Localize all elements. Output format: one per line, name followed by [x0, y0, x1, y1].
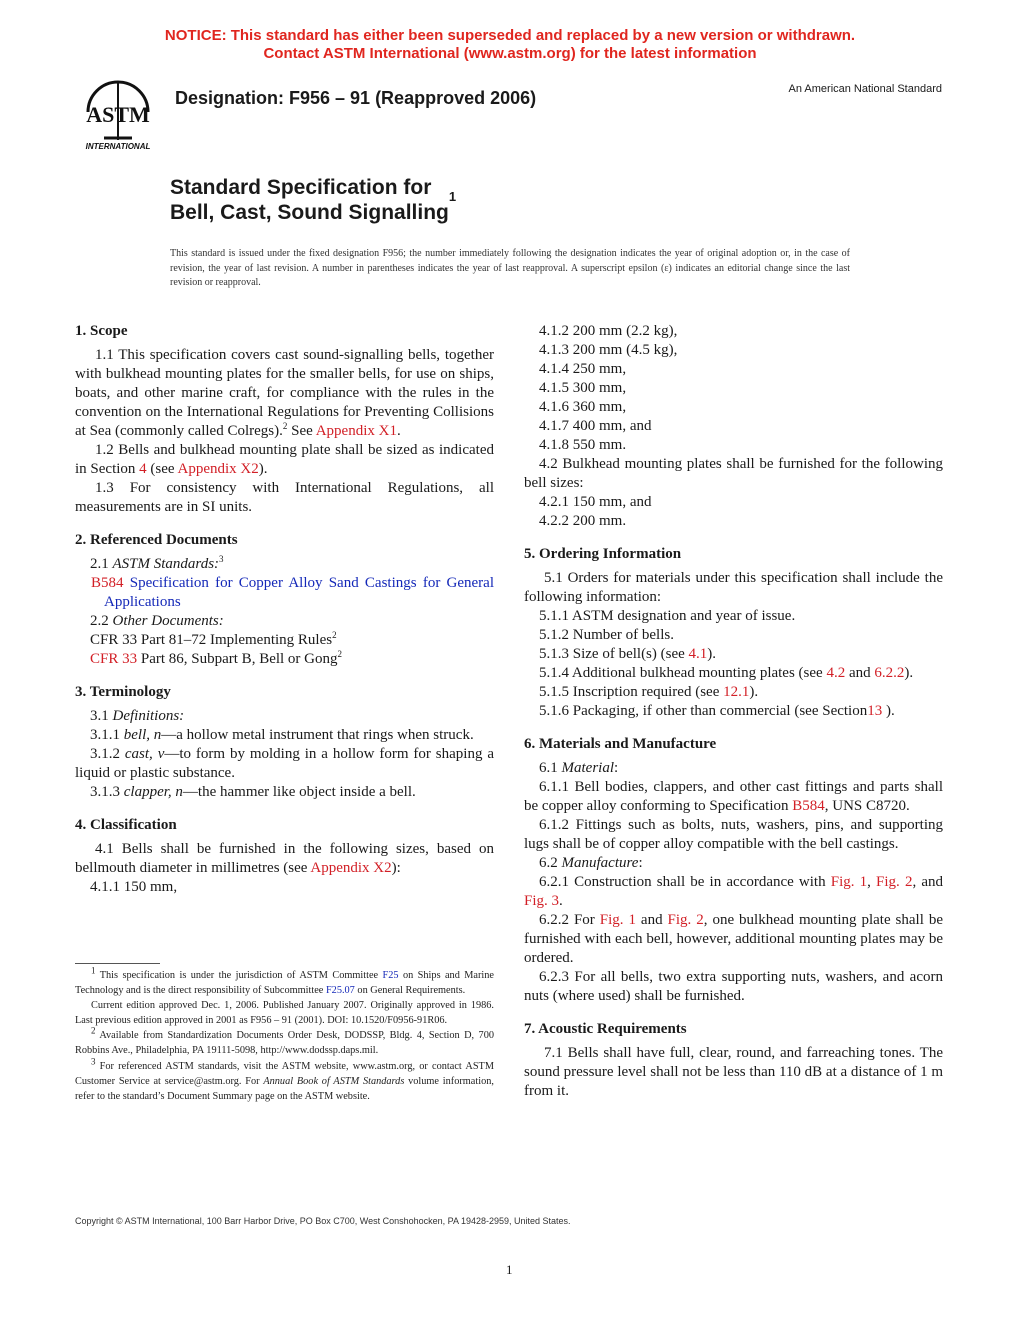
para-6-1-2: 6.1.2 Fittings such as bolts, nuts, washers, pins, and supporting lugs shall be of copper alloy compatible with the bell castings.: [524, 817, 943, 852]
link-fig-2[interactable]: Fig. 2: [876, 874, 913, 890]
link-cfr-33[interactable]: CFR 33: [90, 651, 138, 667]
supersede-notice: [0, 27, 1020, 63]
para-6-1: 6.1 Material:: [539, 760, 619, 776]
section-3-heading: 3. Terminology: [75, 684, 171, 700]
para-4-2: 4.2 Bulkhead mounting plates shall be furnished for the following bell sizes:: [524, 456, 943, 491]
item-5-1-1: 5.1.1 ASTM designation and year of issue.: [539, 608, 796, 624]
american-national-standard: An American National Standard: [788, 83, 942, 95]
link-fig-1[interactable]: Fig. 1: [830, 874, 868, 890]
item-4-1-7: 4.1.7 400 mm, and: [539, 418, 652, 434]
document-title: [170, 175, 456, 225]
footnote-2: $^2$ Available from Standardization Documents Order Desk, DODSSP, Bldg. 4, Section D, 700 Robbins Ave., Philadelphia, PA 19111-5098, http://www.dodssp.daps.mil.: [75, 1025, 494, 1057]
section-6-heading: 6. Materials and Manufacture: [524, 736, 717, 752]
title-footnote-marker: 1: [448, 189, 457, 204]
astm-logo: [74, 78, 162, 152]
title-line-1: Standard Specification for: [170, 176, 432, 199]
ref-cfr-33-part-81: CFR 33 Part 81–72 Implementing Rules$^2$: [90, 630, 337, 648]
para-6-2: 6.2 Manufacture:: [539, 855, 643, 871]
footnote-1: $^1$ This specification is under the jurisdiction of ASTM Committee F25 on Ships and Marine Technology and is the direct responsibility of Subcommittee F25.07 on General Requirements.: [75, 965, 495, 997]
item-4-1-1: 4.1.1 150 mm,: [90, 879, 178, 895]
link-appendix-x1[interactable]: Appendix X1: [315, 423, 397, 439]
title-line-2: Bell, Cast, Sound Signalling$^1$: [170, 189, 457, 224]
item-4-2-1: 4.2.1 150 mm, and: [539, 494, 652, 510]
section-2-heading: 2. Referenced Documents: [75, 532, 238, 548]
item-4-1-3: 4.1.3 200 mm (4.5 kg),: [539, 342, 678, 358]
item-4-1-4: 4.1.4 250 mm,: [539, 361, 627, 377]
right-column: [524, 322, 943, 1101]
link-appendix-x2[interactable]: Appendix X2: [310, 860, 392, 876]
page-number: 1: [506, 1262, 513, 1277]
issued-note: This standard is issued under the fixed designation F956; the number immediately following the designation indicates the year of original adoption or, in the case of revision, the year of last revision. A number in parentheses indicates the year of last reapproval. A superscript epsilon (ε) indicates an editorial change since the last revision or reapproval.: [170, 248, 850, 288]
para-4-1: 4.1 Bells shall be furnished in the following sizes, based on bellmouth diameter in millimetres (see Appendix X2):: [75, 841, 494, 876]
para-5-1: 5.1 Orders for materials under this specification shall include the following information:: [524, 570, 943, 605]
para-7-1: 7.1 Bells shall have full, clear, round, and farreaching tones. The sound pressure level shall not be less than 110 dB at a distance of 1 m from it.: [524, 1045, 943, 1099]
para-1-2: 1.2 Bells and bulkhead mounting plate shall be sized as indicated in Section 4 (see Appendix X2).: [75, 442, 494, 477]
copyright: Copyright © ASTM International, 100 Barr Harbor Drive, PO Box C700, West Conshohocken, PA 19428-2959, United States.: [75, 1216, 571, 1226]
term-clapper: 3.1.3 clapper, n—the hammer like object inside a bell.: [90, 784, 416, 800]
link-fig-2[interactable]: Fig. 2: [667, 912, 704, 928]
section-5-heading: 5. Ordering Information: [524, 546, 682, 562]
item-4-1-8: 4.1.8 550 mm.: [539, 437, 627, 453]
notice-line-2: Contact ASTM International (www.astm.org) for the latest information: [263, 45, 757, 62]
section-4-heading: 4. Classification: [75, 817, 177, 833]
link-fig-3[interactable]: Fig. 3: [524, 893, 560, 909]
item-5-1-6: 5.1.6 Packaging, if other than commercial (see Section13 ).: [539, 703, 895, 719]
item-4-1-5: 4.1.5 300 mm,: [539, 380, 627, 396]
link-4-2[interactable]: 4.2: [826, 665, 846, 681]
term-bell: 3.1.1 bell, n—a hollow metal instrument that rings when struck.: [90, 727, 474, 743]
para-2-2: 2.2 Other Documents:: [90, 613, 224, 629]
link-section-13[interactable]: 13: [867, 703, 883, 719]
item-5-1-2: 5.1.2 Number of bells.: [539, 627, 674, 643]
link-6-2-2[interactable]: 6.2.2: [874, 665, 905, 681]
link-4-1[interactable]: 4.1: [688, 646, 708, 662]
section-7-heading: 7. Acoustic Requirements: [524, 1021, 687, 1037]
term-cast: 3.1.2 cast, v—to form by molding in a hollow form for shaping a liquid or plastic substance.: [75, 746, 495, 781]
para-1-1: 1.1 This specification covers cast sound-signalling bells, together with bulkhead mounting plates for the smaller bells, for use on ships, boats, and other marine craft, for compliance with the rules in the convention on the International Regulations for Preventing Collisions at Sea (commonly called Colregs).$^2$ See Appendix X1.: [75, 347, 494, 439]
link-b584[interactable]: B584: [91, 575, 124, 591]
notice-line-1: NOTICE: This standard has either been superseded and replaced by a new version or withdrawn.: [164, 27, 856, 44]
link-appendix-x2[interactable]: Appendix X2: [177, 461, 259, 477]
ref-cfr-33-part-86: CFR 33 Part 86, Subpart B, Bell or Gong$^2$: [90, 649, 343, 667]
link-b584-title[interactable]: Specification for Copper Alloy Sand Castings for General Applications: [104, 575, 494, 610]
item-5-1-4: 5.1.4 Additional bulkhead mounting plates (see 4.2 and 6.2.2).: [539, 665, 914, 681]
designation: Designation: F956 – 91 (Reapproved 2006): [175, 88, 537, 108]
para-6-2-2: 6.2.2 For Fig. 1 and Fig. 2, one bulkhead mounting plate shall be furnished with each bell, however, additional mounting plates may be ordered.: [524, 912, 943, 966]
item-4-1-6: 4.1.6 360 mm,: [539, 399, 627, 415]
para-3-1: 3.1 Definitions:: [90, 708, 185, 724]
link-f25-07[interactable]: F25.07: [325, 985, 355, 997]
item-5-1-5: 5.1.5 Inscription required (see 12.1).: [539, 684, 759, 700]
para-2-1: 2.1 ASTM Standards:$^3$: [90, 554, 224, 572]
item-4-1-2: 4.1.2 200 mm (2.2 kg),: [539, 323, 678, 339]
left-column: [75, 322, 494, 897]
footnote-1-edition: Current edition approved Dec. 1, 2006. Published January 2007. Originally approved in 1986. Last previous edition approved in 2001 as F956 – 91 (2001). DOI: 10.1520/F0956-91R06.: [75, 1000, 494, 1027]
footnote-divider: [75, 963, 160, 964]
ref-b584: [75, 574, 494, 612]
para-6-2-3: 6.2.3 For all bells, two extra supporting nuts, washers, and acorn nuts (where used) shall be furnished.: [524, 969, 943, 1004]
svg-text:INTERNATIONAL: INTERNATIONAL: [85, 142, 151, 151]
link-b584[interactable]: B584: [792, 798, 825, 814]
link-f25[interactable]: F25: [382, 970, 399, 981]
link-12-1[interactable]: 12.1: [723, 684, 750, 700]
para-6-2-1: 6.2.1 Construction shall be in accordance with Fig. 1, Fig. 2, and Fig. 3.: [524, 874, 944, 909]
link-fig-1[interactable]: Fig. 1: [599, 912, 636, 928]
para-6-1-1: 6.1.1 Bell bodies, clappers, and other cast fittings and parts shall be copper alloy conforming to Specification B584, UNS C8720.: [524, 779, 943, 814]
footnote-3: $^3$ For referenced ASTM standards, visit the ASTM website, www.astm.org, or contact ASTM Customer Service at service@astm.org. For Annual Book of ASTM Standards volume information, refer to the standard’s Document Summary page on the ASTM website.: [75, 1056, 494, 1102]
para-1-3: 1.3 For consistency with International Regulations, all measurements are in SI units.: [75, 480, 494, 515]
link-section-4[interactable]: 4: [139, 461, 147, 477]
item-5-1-3: 5.1.3 Size of bell(s) (see 4.1).: [539, 646, 717, 662]
item-4-2-2: 4.2.2 200 mm.: [539, 513, 627, 529]
section-1-heading: 1. Scope: [75, 323, 128, 339]
svg-text:ASTM: ASTM: [86, 102, 150, 127]
footnotes: [75, 963, 494, 1104]
